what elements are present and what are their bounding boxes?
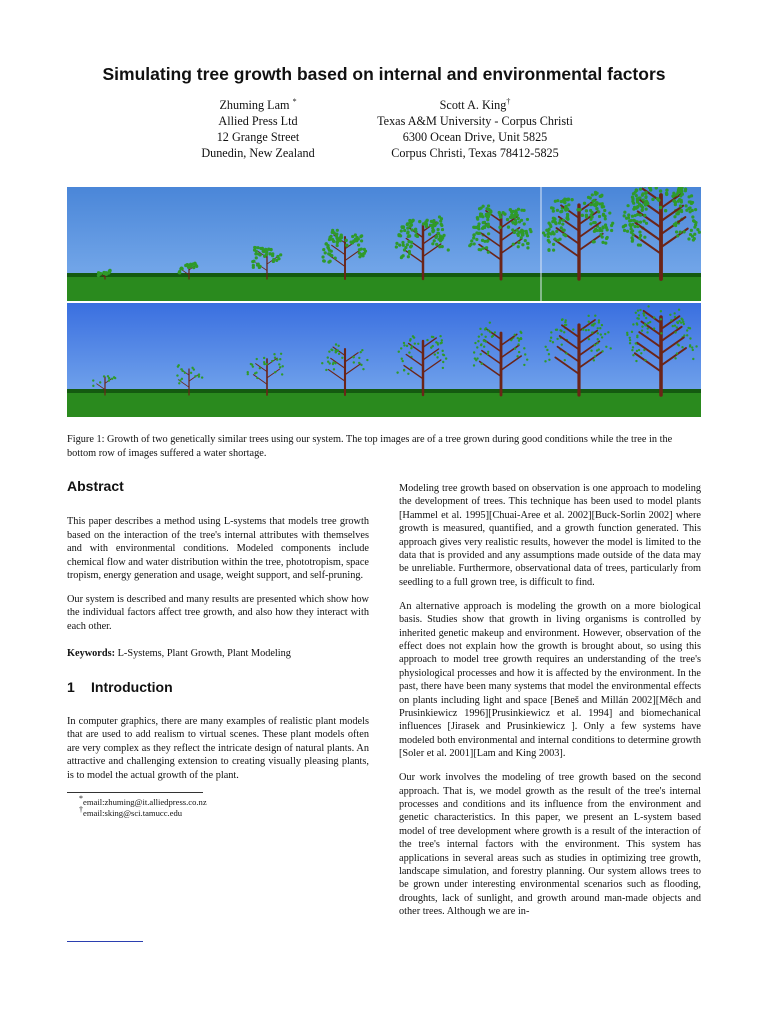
author-affiliation-line: Dunedin, New Zealand — [201, 146, 315, 160]
section-title: Introduction — [91, 678, 173, 695]
author-affiliation-line: Corpus Christi, Texas 78412-5825 — [391, 146, 559, 160]
keywords-label: Keywords: — [67, 648, 116, 660]
body-paragraph: Our work involves the modeling of tree growth based on the second approach. That is, we model growth as the result of the tree's internal processes and conditions and its influence from the environment and genetic characteristics. In this paper, we present an L-system based model of tree development where growth is a result of the interaction of the tree's internal factors with the environment. This system has applications in several areas such as studies in optimizing tree growth, landscape simulation, and forestry planning. Our system allows trees to be grown under interesting environmental scenarios such as flooding, droughts, lack of sunlight, and growth around man-made objects and other trees. Although we are in- — [399, 772, 701, 918]
section-heading-introduction — [67, 678, 369, 695]
tree-growth-image-top — [67, 187, 701, 301]
section-number: 1 — [67, 678, 75, 695]
paper-title: Simulating tree growth based on internal and environmental factors — [102, 64, 666, 84]
body-paragraph: An alternative approach is modeling the growth on a more biological basis. Studies show that growth in living organisms is controlled by inherited genetic makeup and environment. However, observation of the effect does not explain how the growth is brought about, so using this approach to model tree growth requires an understanding of the tree's physiological processes and how it is affected by the environment. In the past, there have been many systems that model the environmental effects on plants including light and space [Beneš and Millán 2002][Měch and Prusinkiewicz 1996][Prusinkiewicz et al. 1994] and biomechanical influences [Jirasek and Prusinkiewicz ]. Only a few systems have modeled both environmental and internal conditions to determine growth [Soler et al. 2001][Lam and King 2003]. — [399, 600, 701, 760]
intro-paragraph: In computer graphics, there are many examples of realistic plant models that are used to add realism to virtual scenes. These plant models often are very complex as they reflect the intricate design of natural plants. An attractive and challenging extension to creating visually pleasing plants, is to model the actual growth of the plant. — [67, 715, 369, 781]
figure-bottom-row-water-shortage — [67, 303, 701, 417]
footnote: *email:zhuming@it.alliedpress.co.nz — [79, 794, 207, 807]
abstract-paragraph: Our system is described and many results are presented which show how the individual factors affect tree growth, and also how they interact with each other. — [67, 593, 369, 632]
footnote: †email:sking@sci.tamucc.edu — [79, 805, 183, 818]
author-affiliation-line: Allied Press Ltd — [218, 114, 298, 128]
author-affiliation-line: 6300 Ocean Drive, Unit 5825 — [402, 130, 548, 144]
author-affiliation-line: Texas A&M University - Corpus Christi — [377, 114, 573, 128]
footnote-rule — [67, 792, 203, 793]
page-footer-rule — [67, 941, 143, 942]
author-name: Zhuming Lam * — [219, 96, 297, 112]
right-column — [399, 482, 701, 929]
tree-growth-image-bottom — [67, 303, 701, 417]
figure-top-row-good-conditions — [67, 187, 701, 301]
keywords — [67, 647, 369, 660]
author-block-2 — [355, 97, 595, 161]
author-affiliation-line: 12 Grange Street — [216, 130, 300, 144]
body-paragraph: Modeling tree growth based on observation is one approach to modeling the development of trees. This technique has been used to model plants [Hammel et al. 1995][Chuai-Aree et al. 2002][Buck-Sorlin 2002] where growth is measured, quantified, and a growth function generated. This approach gives very realistic results, however the model is limited to the data that is provided and any assumptions made outside of the data may be unreliable. Furthermore, observational data of trees, particularly from seedling to a full grown tree, is difficult to find. — [399, 483, 701, 588]
author-name: Scott A. King† — [439, 96, 511, 112]
author-block-1 — [178, 97, 338, 161]
keywords-list: L-Systems, Plant Growth, Plant Modeling — [117, 648, 291, 660]
figure-caption: Figure 1: Growth of two genetically similar trees using our system. The top images are of a tree grown during good conditions while the tree in the bottom row of images suffered a water shortage. — [67, 434, 673, 459]
abstract-paragraph: This paper describes a method using L-systems that models tree growth based on the interaction of the tree's internal attributes with themselves and with environmental conditions. Modeled components include chemical flow and water distribution within the tree, phototropism, space tropism, energy generation and usage, weight support, and self-pruning. — [67, 516, 369, 582]
abstract-heading: Abstract — [67, 478, 124, 494]
left-column — [67, 480, 369, 819]
